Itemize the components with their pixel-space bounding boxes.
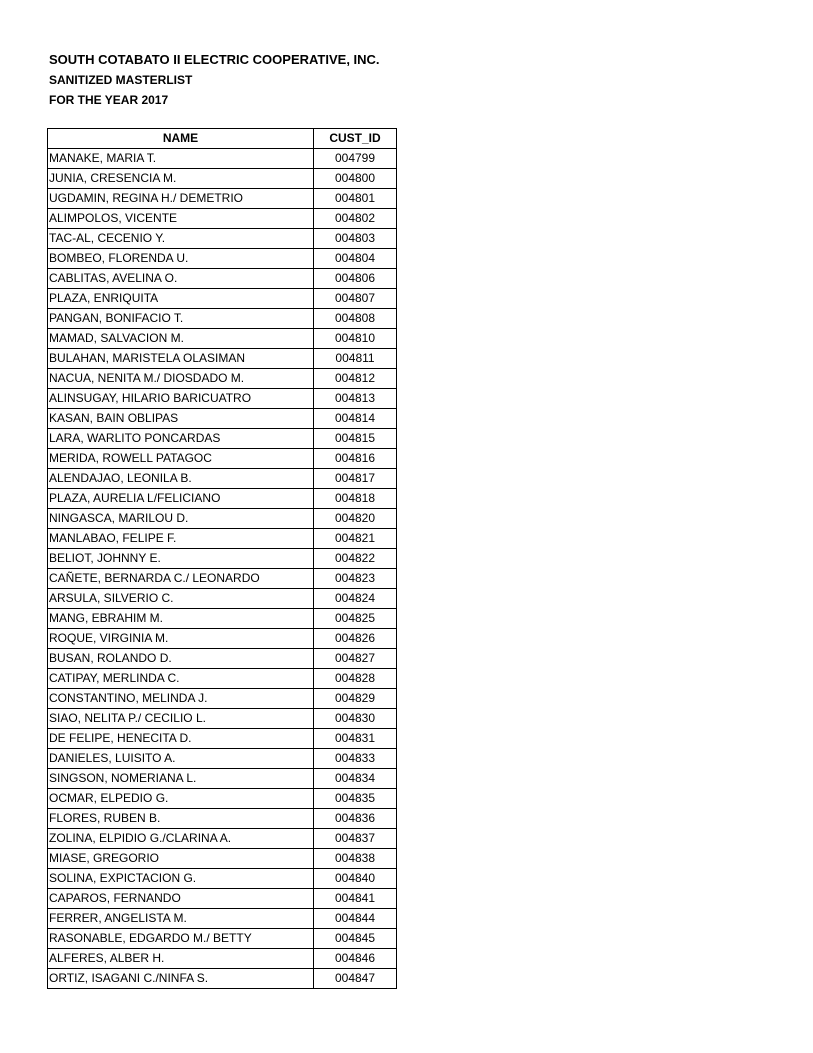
customer-name-cell: ROQUE, VIRGINIA M. [48, 629, 314, 649]
table-row [48, 569, 397, 589]
table-row [48, 709, 397, 729]
customer-id-cell: 004829 [314, 689, 397, 709]
customer-id-cell: 004841 [314, 889, 397, 909]
customer-name-cell: JUNIA, CRESENCIA M. [48, 169, 314, 189]
table-row [48, 829, 397, 849]
table-row [48, 809, 397, 829]
table-row [48, 929, 397, 949]
table-row [48, 489, 397, 509]
customer-name-cell: MERIDA, ROWELL PATAGOC [48, 449, 314, 469]
table-row [48, 909, 397, 929]
table-row [48, 789, 397, 809]
table-row [48, 209, 397, 229]
customer-id-cell: 004821 [314, 529, 397, 549]
customer-id-cell: 004812 [314, 369, 397, 389]
table-row [48, 169, 397, 189]
customer-name-cell: BELIOT, JOHNNY E. [48, 549, 314, 569]
customer-name-cell: MANG, EBRAHIM M. [48, 609, 314, 629]
customer-id-cell: 004826 [314, 629, 397, 649]
customer-id-cell: 004836 [314, 809, 397, 829]
table-row [48, 889, 397, 909]
document-header [49, 50, 380, 110]
customer-name-cell: ORTIZ, ISAGANI C./NINFA S. [48, 969, 314, 989]
table-row [48, 249, 397, 269]
customer-name-cell: CATIPAY, MERLINDA C. [48, 669, 314, 689]
customer-id-cell: 004802 [314, 209, 397, 229]
customer-name-cell: MANLABAO, FELIPE F. [48, 529, 314, 549]
customer-name-cell: BOMBEO, FLORENDA U. [48, 249, 314, 269]
table-row [48, 449, 397, 469]
table-row [48, 509, 397, 529]
customer-id-cell: 004803 [314, 229, 397, 249]
customer-name-cell: ALENDAJAO, LEONILA B. [48, 469, 314, 489]
customer-id-cell: 004834 [314, 769, 397, 789]
customer-id-cell: 004830 [314, 709, 397, 729]
customer-name-cell: FERRER, ANGELISTA M. [48, 909, 314, 929]
customer-name-cell: MANAKE, MARIA T. [48, 149, 314, 169]
table-row [48, 849, 397, 869]
table-row [48, 469, 397, 489]
customer-name-cell: CONSTANTINO, MELINDA J. [48, 689, 314, 709]
table-row [48, 749, 397, 769]
customer-name-cell: ARSULA, SILVERIO C. [48, 589, 314, 609]
customer-id-cell: 004824 [314, 589, 397, 609]
customer-name-cell: KASAN, BAIN OBLIPAS [48, 409, 314, 429]
customer-name-cell: NINGASCA, MARILOU D. [48, 509, 314, 529]
customer-id-cell: 004800 [314, 169, 397, 189]
customer-id-cell: 004820 [314, 509, 397, 529]
customer-id-cell: 004815 [314, 429, 397, 449]
customer-name-cell: OCMAR, ELPEDIO G. [48, 789, 314, 809]
customer-name-cell: CAPAROS, FERNANDO [48, 889, 314, 909]
customer-name-cell: PLAZA, AURELIA L/FELICIANO [48, 489, 314, 509]
customer-id-cell: 004816 [314, 449, 397, 469]
year-label: FOR THE YEAR 2017 [49, 93, 169, 107]
customer-id-cell: 004825 [314, 609, 397, 629]
table-header-row [48, 129, 397, 149]
cust-id-column-header: CUST_ID [314, 129, 397, 149]
table-row [48, 409, 397, 429]
customer-id-cell: 004804 [314, 249, 397, 269]
table-row [48, 389, 397, 409]
customer-id-cell: 004833 [314, 749, 397, 769]
table-row [48, 869, 397, 889]
customer-id-cell: 004799 [314, 149, 397, 169]
table-row [48, 969, 397, 989]
customer-id-cell: 004808 [314, 309, 397, 329]
table-row [48, 649, 397, 669]
table-row [48, 589, 397, 609]
customer-id-cell: 004847 [314, 969, 397, 989]
table-row [48, 189, 397, 209]
customer-id-cell: 004837 [314, 829, 397, 849]
table-body [48, 149, 397, 989]
table-row [48, 349, 397, 369]
table-row [48, 949, 397, 969]
customer-id-cell: 004810 [314, 329, 397, 349]
table-row [48, 729, 397, 749]
customer-name-cell: MIASE, GREGORIO [48, 849, 314, 869]
table-row [48, 529, 397, 549]
customer-name-cell: PLAZA, ENRIQUITA [48, 289, 314, 309]
customer-id-cell: 004801 [314, 189, 397, 209]
customer-name-cell: CAÑETE, BERNARDA C./ LEONARDO [48, 569, 314, 589]
table-row [48, 549, 397, 569]
table-row [48, 149, 397, 169]
customer-name-cell: ALFERES, ALBER H. [48, 949, 314, 969]
customer-id-cell: 004813 [314, 389, 397, 409]
customer-id-cell: 004807 [314, 289, 397, 309]
customer-name-cell: NACUA, NENITA M./ DIOSDADO M. [48, 369, 314, 389]
customer-id-cell: 004827 [314, 649, 397, 669]
customer-name-cell: MAMAD, SALVACION M. [48, 329, 314, 349]
customer-id-cell: 004835 [314, 789, 397, 809]
customer-name-cell: DE FELIPE, HENECITA D. [48, 729, 314, 749]
table-row [48, 689, 397, 709]
customer-id-cell: 004818 [314, 489, 397, 509]
customer-id-cell: 004838 [314, 849, 397, 869]
customer-id-cell: 004814 [314, 409, 397, 429]
customer-id-cell: 004823 [314, 569, 397, 589]
table-row [48, 329, 397, 349]
table-row [48, 229, 397, 249]
table-row [48, 289, 397, 309]
customer-id-cell: 004845 [314, 929, 397, 949]
customer-name-cell: ZOLINA, ELPIDIO G./CLARINA A. [48, 829, 314, 849]
customer-name-cell: LARA, WARLITO PONCARDAS [48, 429, 314, 449]
table-row [48, 429, 397, 449]
document-subtitle: SANITIZED MASTERLIST [49, 73, 193, 87]
customer-name-cell: TAC-AL, CECENIO Y. [48, 229, 314, 249]
customer-name-cell: BULAHAN, MARISTELA OLASIMAN [48, 349, 314, 369]
table-row [48, 769, 397, 789]
customer-name-cell: FLORES, RUBEN B. [48, 809, 314, 829]
masterlist-table [47, 128, 397, 989]
table-row [48, 309, 397, 329]
customer-id-cell: 004806 [314, 269, 397, 289]
customer-name-cell: UGDAMIN, REGINA H./ DEMETRIO [48, 189, 314, 209]
table-row [48, 369, 397, 389]
organization-title: SOUTH COTABATO II ELECTRIC COOPERATIVE, INC. [49, 52, 380, 67]
customer-id-cell: 004811 [314, 349, 397, 369]
customer-name-cell: SINGSON, NOMERIANA L. [48, 769, 314, 789]
customer-id-cell: 004844 [314, 909, 397, 929]
table-row [48, 609, 397, 629]
customer-name-cell: RASONABLE, EDGARDO M./ BETTY [48, 929, 314, 949]
customer-name-cell: ALINSUGAY, HILARIO BARICUATRO [48, 389, 314, 409]
table-row [48, 669, 397, 689]
customer-id-cell: 004840 [314, 869, 397, 889]
customer-name-cell: PANGAN, BONIFACIO T. [48, 309, 314, 329]
table-row [48, 629, 397, 649]
customer-name-cell: SOLINA, EXPICTACION G. [48, 869, 314, 889]
name-column-header: NAME [48, 129, 314, 149]
table-row [48, 269, 397, 289]
customer-id-cell: 004831 [314, 729, 397, 749]
customer-id-cell: 004846 [314, 949, 397, 969]
customer-id-cell: 004828 [314, 669, 397, 689]
customer-name-cell: CABLITAS, AVELINA O. [48, 269, 314, 289]
customer-id-cell: 004822 [314, 549, 397, 569]
customer-name-cell: SIAO, NELITA P./ CECILIO L. [48, 709, 314, 729]
customer-name-cell: ALIMPOLOS, VICENTE [48, 209, 314, 229]
customer-name-cell: DANIELES, LUISITO A. [48, 749, 314, 769]
customer-id-cell: 004817 [314, 469, 397, 489]
customer-name-cell: BUSAN, ROLANDO D. [48, 649, 314, 669]
